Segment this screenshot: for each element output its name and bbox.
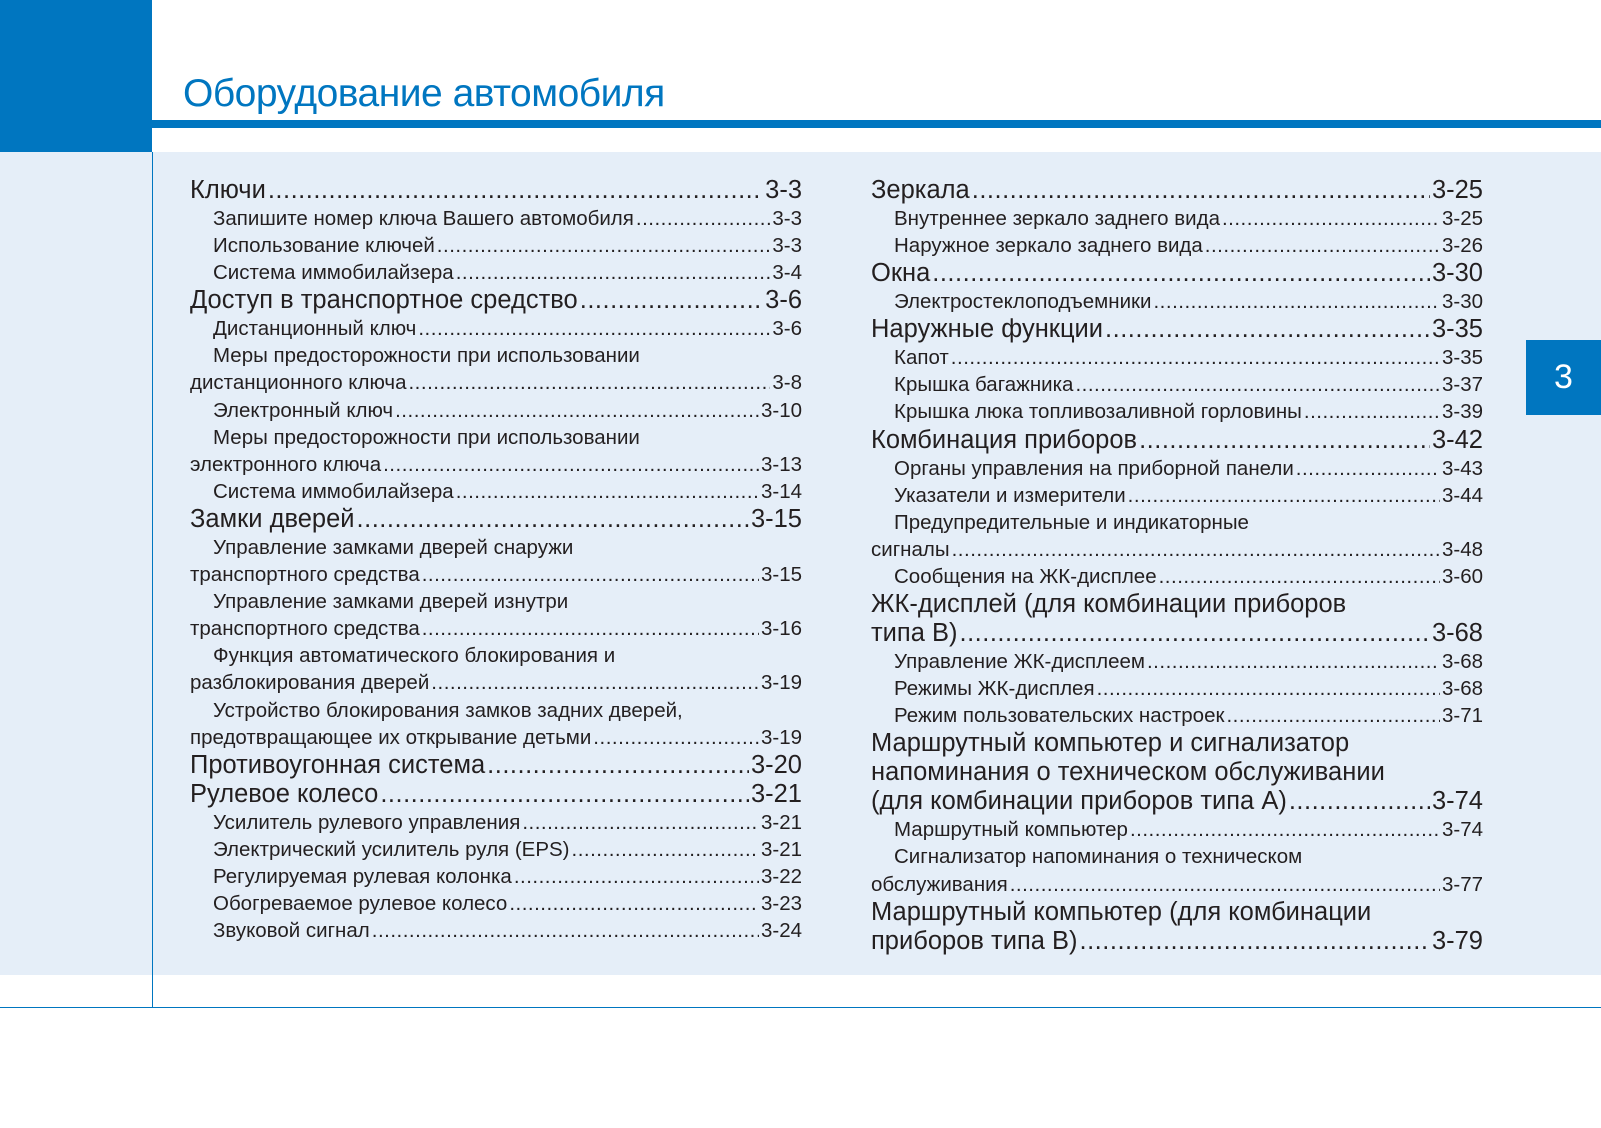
toc-entry[interactable]: Замки дверей ..... 3-15 — [190, 505, 802, 534]
toc-entry[interactable]: Дистанционный ключ ..... 3-6 — [190, 315, 802, 342]
page-title: Оборудование автомобиля — [183, 72, 665, 115]
toc-right-column — [871, 176, 1483, 956]
toc-entry[interactable]: Управление замками дверей изнутри транспортного средства ..... 3-16 — [190, 588, 802, 642]
toc-entry[interactable]: Управление ЖК-дисплеем ..... 3-68 — [871, 648, 1483, 675]
toc-entry[interactable]: Режимы ЖК-дисплея ..... 3-68 — [871, 675, 1483, 702]
toc-entry[interactable]: Функция автоматического блокирования и разблокирования дверей ..... 3-19 — [190, 642, 802, 696]
toc-entry[interactable]: Электронный ключ ..... 3-10 — [190, 397, 802, 424]
toc-entry[interactable]: Обогреваемое рулевое колесо ..... 3-23 — [190, 890, 802, 917]
margin-rule — [152, 152, 153, 1008]
toc-entry[interactable]: Доступ в транспортное средство ..... 3-6 — [190, 286, 802, 315]
toc-entry[interactable]: Предупредительные и индикаторные сигналы ..... 3-48 — [871, 509, 1483, 563]
toc-entry[interactable]: Регулируемая рулевая колонка ..... 3-22 — [190, 863, 802, 890]
toc-entry[interactable]: Зеркала ..... 3-25 — [871, 176, 1483, 205]
toc-entry[interactable]: Сигнализатор напоминания о техническом обслуживания ..... 3-77 — [871, 843, 1483, 897]
toc-entry[interactable]: Рулевое колесо ..... 3-21 — [190, 780, 802, 809]
toc-entry[interactable]: Органы управления на приборной панели ..... 3-43 — [871, 455, 1483, 482]
toc-entry[interactable]: Усилитель рулевого управления ..... 3-21 — [190, 809, 802, 836]
toc-entry[interactable]: Звуковой сигнал ..... 3-24 — [190, 917, 802, 944]
toc-entry[interactable]: ЖК-дисплей (для комбинации приборов типа B) ..... 3-68 — [871, 590, 1483, 648]
toc-entry[interactable]: Маршрутный компьютер и сигнализатор напоминания о техническом обслуживании (для комбинации приборов типа A) ..... 3-74 — [871, 729, 1483, 816]
toc-entry[interactable]: Маршрутный компьютер ..... 3-74 — [871, 816, 1483, 843]
toc-entry[interactable]: Маршрутный компьютер (для комбинации приборов типа B) ..... 3-79 — [871, 898, 1483, 956]
toc-entry[interactable]: Внутреннее зеркало заднего вида ..... 3-25 — [871, 205, 1483, 232]
toc-entry[interactable]: Режим пользовательских настроек ..... 3-71 — [871, 702, 1483, 729]
toc-entry[interactable]: Устройство блокирования замков задних дверей, предотвращающее их открывание детьми ..... 3-19 — [190, 697, 802, 751]
toc-entry[interactable]: Система иммобилайзера ..... 3-4 — [190, 259, 802, 286]
toc-entry[interactable]: Меры предосторожности при использовании электронного ключа ..... 3-13 — [190, 424, 802, 478]
toc-entry[interactable]: Крышка багажника ..... 3-37 — [871, 371, 1483, 398]
toc-entry[interactable]: Электрический усилитель руля (EPS) ..... 3-21 — [190, 836, 802, 863]
toc-entry[interactable]: Ключи ..... 3-3 — [190, 176, 802, 205]
toc-left-column — [190, 176, 802, 944]
corner-color-block — [0, 0, 152, 152]
title-underline — [152, 120, 1601, 128]
toc-entry[interactable]: Наружные функции ..... 3-35 — [871, 315, 1483, 344]
toc-entry[interactable]: Комбинация приборов ..... 3-42 — [871, 426, 1483, 455]
toc-entry[interactable]: Управление замками дверей снаружи транспортного средства ..... 3-15 — [190, 534, 802, 588]
bottom-rule — [0, 1007, 1601, 1008]
toc-entry[interactable]: Окна ..... 3-30 — [871, 259, 1483, 288]
toc-entry[interactable]: Использование ключей ..... 3-3 — [190, 232, 802, 259]
toc-entry[interactable]: Сообщения на ЖК-дисплее ..... 3-60 — [871, 563, 1483, 590]
toc-entry[interactable]: Наружное зеркало заднего вида ..... 3-26 — [871, 232, 1483, 259]
chapter-tab[interactable]: 3 — [1526, 340, 1601, 415]
toc-entry[interactable]: Противоугонная система ..... 3-20 — [190, 751, 802, 780]
toc-entry[interactable]: Указатели и измерители ..... 3-44 — [871, 482, 1483, 509]
toc-entry[interactable]: Капот ..... 3-35 — [871, 344, 1483, 371]
toc-entry[interactable]: Меры предосторожности при использовании дистанционного ключа ..... 3-8 — [190, 342, 802, 396]
toc-entry[interactable]: Система иммобилайзера ..... 3-14 — [190, 478, 802, 505]
toc-entry[interactable]: Запишите номер ключа Вашего автомобиля ..... 3-3 — [190, 205, 802, 232]
toc-entry[interactable]: Электростеклоподъемники ..... 3-30 — [871, 288, 1483, 315]
toc-entry[interactable]: Крышка люка топливозаливной горловины ..... 3-39 — [871, 398, 1483, 425]
